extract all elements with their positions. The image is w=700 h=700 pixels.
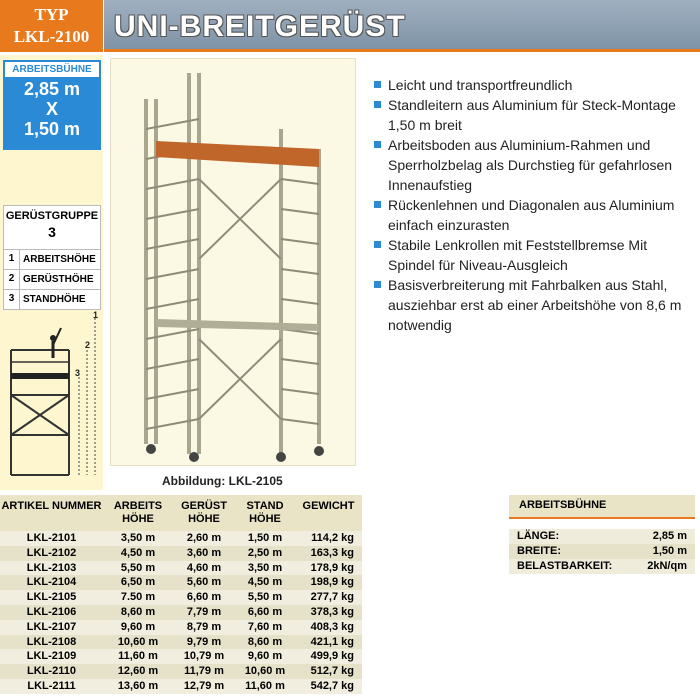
stand-height-cell: 10,60 m xyxy=(244,665,286,678)
legend-row xyxy=(3,250,101,270)
table-row xyxy=(0,605,362,620)
scaffold-height-cell: 9,79 m xyxy=(186,635,222,648)
table-body xyxy=(0,531,362,694)
platform-x: X xyxy=(45,99,58,119)
diagram-number-2: 2 xyxy=(85,340,91,350)
scaffold-illustration xyxy=(110,58,356,466)
table-row xyxy=(0,679,362,694)
type-label: TYP xyxy=(34,5,69,24)
page-header xyxy=(104,0,700,52)
legend-number: 3 xyxy=(4,290,20,309)
scaffold-height-cell: 8,79 m xyxy=(186,620,222,633)
spec-key: LÄNGE: xyxy=(517,530,560,542)
type-badge xyxy=(0,0,103,52)
scaffold-height-cell: 12,79 m xyxy=(183,679,225,692)
article-number-cell: LKL-2106 xyxy=(26,605,77,618)
header-weight: GEWICHT xyxy=(302,500,355,512)
scaffold-height-cell: 5,60 m xyxy=(186,576,222,589)
table-row xyxy=(0,635,362,650)
article-number-cell: LKL-2110 xyxy=(27,665,76,678)
work-height-cell: 7.50 m xyxy=(120,591,156,604)
scaffold-height-cell: 10,79 m xyxy=(183,650,225,663)
legend-text: ARBEITSHÖHE xyxy=(23,254,96,265)
scaffold-height-cell: 6,60 m xyxy=(186,591,222,604)
weight-cell: 542,7 kg xyxy=(310,679,354,692)
scaffold-height-cell: 11,79 m xyxy=(184,665,224,678)
scaffold-height-cell: 7,79 m xyxy=(186,605,222,618)
stand-height-cell: 9,60 m xyxy=(247,650,283,663)
weight-cell: 163,3 kg xyxy=(310,546,354,559)
header-stand-height: STAND HÖHE xyxy=(246,500,284,525)
group-value: 3 xyxy=(48,224,56,240)
work-height-cell: 12,60 m xyxy=(117,665,159,678)
legend-row xyxy=(3,290,101,310)
spec-row xyxy=(509,529,695,544)
article-number-cell: LKL-2102 xyxy=(26,546,77,559)
article-number-cell: LKL-2111 xyxy=(27,679,76,692)
platform-specs xyxy=(509,495,695,574)
stand-height-cell: 2,50 m xyxy=(247,546,283,559)
scaffold-height-cell: 4,60 m xyxy=(186,561,222,574)
work-height-cell: 8,60 m xyxy=(120,605,156,618)
work-height-cell: 3,50 m xyxy=(120,532,156,544)
group-label: GERÜSTGRUPPE xyxy=(5,210,99,222)
article-number-cell: LKL-2107 xyxy=(26,620,77,633)
scaffold-height-cell: 2,60 m xyxy=(186,532,222,544)
weight-cell: 277,7 kg xyxy=(310,591,354,604)
legend-text: GERÜSTHÖHE xyxy=(23,274,94,285)
table-row xyxy=(0,575,362,590)
table-header xyxy=(0,495,362,531)
article-number-cell: LKL-2101 xyxy=(26,532,77,544)
stand-height-cell: 6,60 m xyxy=(247,605,283,618)
feature-item: Arbeitsboden aus Aluminium-Rahmen und Sperrholzbelag als Durchstieg für gefahrlosen Innenaufstieg xyxy=(374,135,694,195)
stand-height-cell: 5,50 m xyxy=(247,591,283,604)
weight-cell: 178,9 kg xyxy=(310,561,354,574)
table-row xyxy=(0,531,362,546)
spec-value: 1,50 m xyxy=(652,545,687,557)
legend-number: 1 xyxy=(4,250,20,269)
height-legend xyxy=(3,250,101,310)
header-scaffold-height: GERÜST HÖHE xyxy=(181,500,227,525)
image-caption: Abbildung: LKL-2105 xyxy=(162,474,283,488)
stand-height-cell: 3,50 m xyxy=(247,561,283,574)
article-number-cell: LKL-2108 xyxy=(26,635,77,648)
weight-cell: 512,7 kg xyxy=(310,665,354,678)
header-article: ARTIKEL NUMMER xyxy=(1,500,102,512)
work-height-cell: 9,60 m xyxy=(120,620,156,633)
type-model: LKL-2100 xyxy=(13,27,90,46)
feature-list xyxy=(374,75,694,335)
work-height-cell: 13,60 m xyxy=(117,679,159,692)
stand-height-cell: 4,50 m xyxy=(247,576,283,589)
feature-item: Stabile Lenkrollen mit Feststellbremse Mit Spindel für Niveau-Ausgleich xyxy=(374,235,694,275)
platform-size-box xyxy=(3,60,101,150)
table-row xyxy=(0,561,362,576)
spec-row xyxy=(509,559,695,574)
scaffold-height-cell: 3,60 m xyxy=(186,546,222,559)
scaffold-group-box xyxy=(3,205,101,250)
article-number-cell: LKL-2105 xyxy=(26,591,77,604)
diagram-number-3: 3 xyxy=(75,368,81,378)
work-platform xyxy=(156,141,319,167)
article-number-cell: LKL-2109 xyxy=(26,650,77,663)
work-height-cell: 6,50 m xyxy=(120,576,156,589)
spacer xyxy=(362,495,509,695)
platform-width: 1,50 m xyxy=(23,119,81,139)
article-number-cell: LKL-2103 xyxy=(26,561,77,574)
feature-item: Rückenlehnen und Diagonalen aus Aluminium einfach einzurasten xyxy=(374,195,694,235)
height-diagram xyxy=(3,310,101,490)
platform-length: 2,85 m xyxy=(23,79,81,99)
work-height-cell: 11,60 m xyxy=(118,650,158,663)
table-row xyxy=(0,664,362,679)
work-height-cell: 10,60 m xyxy=(117,635,159,648)
spec-key: BREITE: xyxy=(517,545,561,557)
stand-height-cell: 1,50 m xyxy=(247,532,283,544)
stand-height-cell: 11,60 m xyxy=(245,679,285,692)
stand-height-cell: 7,60 m xyxy=(247,620,283,633)
scaffold-image xyxy=(111,59,357,467)
table-row xyxy=(0,620,362,635)
specs-rows xyxy=(509,529,695,574)
spec-row xyxy=(509,544,695,559)
spec-value: 2kN/qm xyxy=(647,560,687,572)
table-row xyxy=(0,590,362,605)
diagram-number-1: 1 xyxy=(93,310,99,320)
platform-label: ARBEITSBÜHNE xyxy=(5,62,99,77)
legend-row xyxy=(3,270,101,290)
article-number-cell: LKL-2104 xyxy=(26,576,77,589)
feature-item: Leicht und transportfreundlich xyxy=(374,75,694,95)
feature-item: Basisverbreiterung mit Fahrbalken aus Stahl, ausziehbar erst ab einer Arbeitshöhe von 8,6 m notwendig xyxy=(374,275,694,335)
table-row xyxy=(0,546,362,561)
weight-cell: 499,9 kg xyxy=(310,650,354,663)
page-title: UNI-BREITGERÜST xyxy=(114,10,406,43)
legend-text: STANDHÖHE xyxy=(23,294,86,305)
header-work-height: ARBEITS HÖHE xyxy=(113,500,163,525)
feature-item: Standleitern aus Aluminium für Steck-Montage 1,50 m breit xyxy=(374,95,694,135)
spec-key: BELASTBARKEIT: xyxy=(517,560,613,572)
weight-cell: 198,9 kg xyxy=(310,576,354,589)
weight-cell: 378,3 kg xyxy=(310,605,354,618)
table-row xyxy=(0,649,362,664)
article-table xyxy=(0,495,362,694)
spacer xyxy=(509,519,695,529)
weight-cell: 421,1 kg xyxy=(310,635,354,648)
weight-cell: 408,3 kg xyxy=(310,620,354,633)
legend-number: 2 xyxy=(4,270,20,289)
work-height-cell: 5,50 m xyxy=(120,561,156,574)
specs-header: ARBEITSBÜHNE xyxy=(509,495,695,519)
work-height-cell: 4,50 m xyxy=(120,546,156,559)
spec-value: 2,85 m xyxy=(652,530,687,542)
weight-cell: 114,2 kg xyxy=(311,532,354,544)
stand-height-cell: 8,60 m xyxy=(247,635,283,648)
